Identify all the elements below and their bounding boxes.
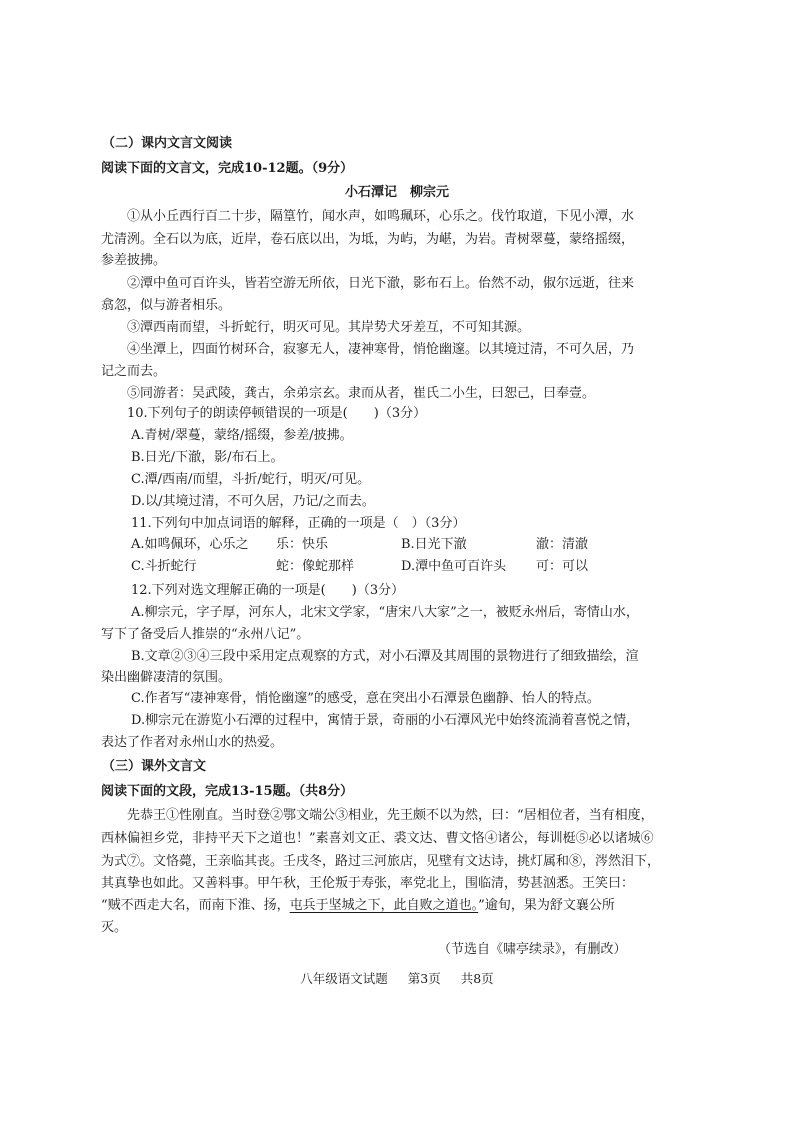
source-note: （节选自《啸亭续录》，有删改）	[438, 942, 627, 957]
q12-line: D.柳宗元在游览小石潭的过程中，寓情于景，奇丽的小石潭风光中始终流淌着喜悦之情，	[131, 713, 640, 728]
footer-total: 共8页	[460, 971, 494, 986]
q12-line: 染出幽僻凄清的氛围。	[101, 670, 232, 685]
q11-option-a-gloss: 乐：快乐	[276, 537, 329, 552]
q12-line: A.柳宗元，字子厚，河东人，北宋文学家，“唐宋八大家”之一，被贬永州后，寄情山水，	[131, 605, 639, 620]
passage2-line: 为式⑦。文恪薨，王亲临其丧。壬戌冬，路过三河旅店，见壁有文达诗，挑灯属和⑧，涔然泪下，	[101, 854, 661, 869]
q12-line: 表达了作者对永州山水的热爱。	[101, 735, 284, 750]
underlined-sentence: 屯兵于坚城之下，此自败之道也。	[289, 898, 479, 913]
passage2-text: ”逾旬，果为舒文襄公所	[478, 898, 615, 913]
passage2-text: “贼不西走大名，而南下淮、扬，	[101, 898, 290, 913]
question-12-stem: 12.下列对选文理解正确的一项是( )（3分）	[131, 583, 405, 598]
section3-instruction: 阅读下面的文段，完成13-15题。（共8分）	[101, 784, 354, 799]
passage-line: 尤清洌。全石以为底，近岸，卷石底以出，为坻，为屿，为嵁，为岩。青树翠蔓，蒙络摇缀，	[101, 232, 635, 247]
q11-option-d-gloss: 可：可以	[536, 559, 589, 574]
q11-option-c-gloss: 蛇：像蛇那样	[276, 559, 355, 574]
q11-option-a: A.如鸣佩环，心乐之	[131, 537, 249, 552]
section2-heading: （二）课内文言文阅读	[102, 136, 233, 151]
question-10-stem: 10.下列句子的朗读停顿错误的一项是( )（3分）	[127, 406, 427, 421]
q11-option-b: B.日光下澈	[401, 537, 467, 552]
passage2-line: 其真挚也如此。又善料事。甲午秋，王伦叛于寿张，率党北上，围临清，势甚汹悉。王笑曰：	[101, 876, 635, 891]
q11-option-d: D.潭中鱼可百许头	[401, 559, 507, 574]
q11-option-c: C.斗折蛇行	[131, 559, 197, 574]
q10-option-a: A.青树/翠蔓，蒙络/摇缀，参差/披拂。	[131, 428, 353, 443]
passage-line: 参差披拂。	[101, 253, 167, 268]
question-11-stem: 11.下列句中加点词语的解释，正确的一项是（ ）（3分）	[131, 516, 466, 531]
passage-line: ①从小丘西行百二十步，隔篁竹，闻水声，如鸣珮环，心乐之。伐竹取道，下见小潭，水	[127, 209, 635, 224]
q10-option-c: C.潭/西南/而望，斗折/蛇行，明灭/可见。	[131, 472, 371, 487]
page-footer	[0, 969, 794, 987]
footer-subject: 八年级语文试题	[300, 971, 388, 986]
passage-line: ③潭西南而望，斗折蛇行，明灭可见。其岸势犬牙差互，不可知其源。	[127, 320, 531, 335]
section3-heading: （三）课外文言文	[102, 759, 207, 774]
q12-line: 写下了备受后人推崇的“永州八记”。	[101, 627, 310, 642]
passage2-line: 灭。	[101, 920, 128, 935]
passage-line: ④坐潭上，四面竹树环合，寂寥无人，凄神寒骨，悄怆幽邃。以其境过清，不可久居，乃	[127, 342, 635, 357]
q12-line: B.文章②③④三段中采用定点观察的方式，对小石潭及其周围的景物进行了细致描绘，渲	[131, 649, 639, 664]
passage2-line: 先恭王①性刚直。当时登②鄂文端公③相业，先王颇不以为然，曰：“居相位者，当有相度，	[127, 808, 654, 823]
section2-instruction: 阅读下面的文言文，完成10-12题。（9分）	[101, 161, 354, 176]
q10-option-b: B.日光/下澈，影/布石上。	[131, 450, 284, 465]
passage2-line: 西林偏袒乡党，非持平天下之道也！”素喜刘文正、裘文达、曹文恪④诸公，每训梃⑤必以诸城⑥	[101, 831, 654, 846]
q10-option-d: D.以/其境过清，不可久居，乃记/之而去。	[131, 494, 375, 509]
passage-line: 翕忽，似与游者相乐。	[101, 298, 232, 313]
q11-option-b-gloss: 澈：清澈	[536, 537, 589, 552]
footer-page: 第3页	[407, 971, 441, 986]
q12-line: C.作者写“凄神寒骨，悄怆幽邃”的感受，意在突出小石潭景色幽静、怡人的特点。	[131, 691, 600, 706]
passage-line: ⑤同游者：吴武陵，龚古，余弟宗玄。隶而从者，崔氏二小生，曰恕己，曰奉壹。	[127, 386, 596, 401]
passage2-last-line	[101, 897, 615, 915]
passage-line: ②潭中鱼可百许头，皆若空游无所依，日光下澈，影布石上。佁然不动，俶尔远逝，往来	[127, 276, 635, 291]
passage-title: 小石潭记 柳宗元	[344, 185, 449, 200]
passage-line: 记之而去。	[101, 364, 167, 379]
